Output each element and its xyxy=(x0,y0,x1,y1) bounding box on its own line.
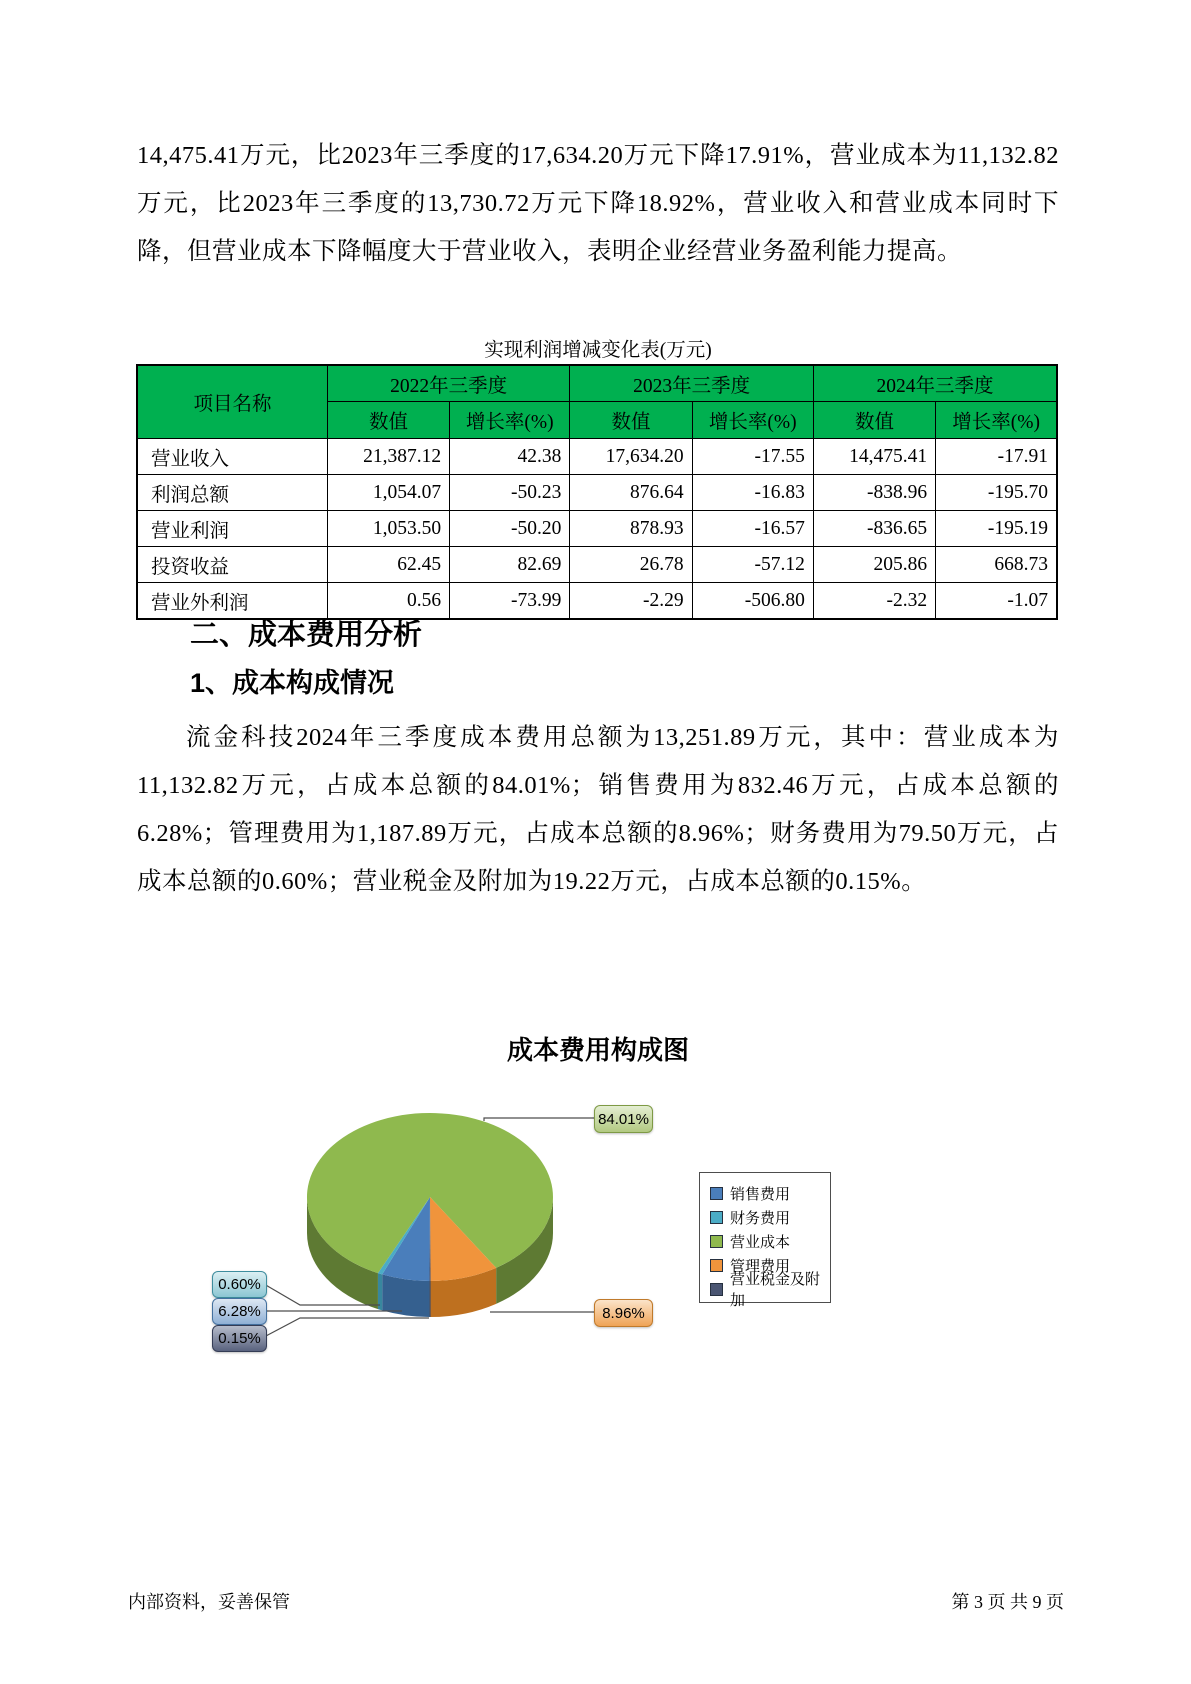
row-cell-value: 62.45 xyxy=(327,547,449,583)
row-item-name: 利润总额 xyxy=(137,475,327,511)
legend-swatch-icon xyxy=(710,1283,723,1296)
table-row xyxy=(137,547,1057,583)
row-cell-value: -2.32 xyxy=(813,583,935,620)
row-cell-value: 17,634.20 xyxy=(570,439,692,475)
footer-page-number: 第 3 页 共 9 页 xyxy=(951,1592,1064,1612)
col-header-2023q3: 2023年三季度 xyxy=(570,365,814,402)
legend-item xyxy=(710,1229,830,1253)
table-row xyxy=(137,439,1057,475)
row-cell-value: 14,475.41 xyxy=(813,439,935,475)
table-row xyxy=(137,511,1057,547)
subheader-growth-2023: 增长率(%) xyxy=(692,402,813,439)
legend-swatch-icon xyxy=(710,1211,723,1224)
intro-paragraph: 14,475.41万元，比2023年三季度的17,634.20万元下降17.91%，营业成本为11,132.82万元，比2023年三季度的13,730.72万元下降18.92%，营业收入和营业成本同时下降，但营业成本下降幅度大于营业收入，表明企业经营业务盈利能力提高。 xyxy=(137,142,1059,265)
section-heading: 二、成本费用分析 xyxy=(190,619,423,651)
col-header-item: 项目名称 xyxy=(137,365,327,439)
row-cell-value: -836.65 xyxy=(813,511,935,547)
row-item-name: 营业收入 xyxy=(137,439,327,475)
subheader-growth-2022: 增长率(%) xyxy=(450,402,570,439)
callout-leader-line xyxy=(264,1318,429,1337)
legend-swatch-icon xyxy=(710,1235,723,1248)
legend-label: 营业税金及附加 xyxy=(730,1271,821,1309)
row-cell-value: -1.07 xyxy=(936,583,1057,620)
pie-label-selling-expense: 6.28% xyxy=(212,1298,267,1325)
row-item-name: 营业外利润 xyxy=(137,583,327,620)
row-cell-value: -16.83 xyxy=(692,475,813,511)
legend-label: 财务费用 xyxy=(730,1209,791,1227)
row-cell-value: 21,387.12 xyxy=(327,439,449,475)
pie-chart-title: 成本费用构成图 xyxy=(506,1035,689,1065)
row-cell-value: 876.64 xyxy=(570,475,692,511)
legend-label: 营业成本 xyxy=(730,1233,791,1251)
legend-label: 管理费用 xyxy=(730,1257,791,1275)
pie-label-operating-cost: 84.01% xyxy=(594,1105,653,1133)
pie-chart-legend xyxy=(699,1172,831,1309)
row-cell-value: 878.93 xyxy=(570,511,692,547)
legend-label: 销售费用 xyxy=(730,1185,791,1203)
row-cell-value: 1,054.07 xyxy=(327,475,449,511)
profit-change-table xyxy=(136,364,1058,620)
pie-label-finance-expense: 0.60% xyxy=(212,1271,267,1298)
col-header-2024q3: 2024年三季度 xyxy=(813,365,1057,402)
legend-item xyxy=(710,1205,830,1229)
row-cell-value: 82.69 xyxy=(450,547,570,583)
subsection-heading: 1、成本构成情况 xyxy=(190,668,395,698)
pie-label-admin-expense: 8.96% xyxy=(594,1299,653,1327)
cost-paragraph: 流金科技2024年三季度成本费用总额为13,251.89万元，其中：营业成本为11,132.82万元，占成本总额的84.01%；销售费用为832.46万元，占成本总额的6.28%；管理费用为1,187.89万元，占成本总额的8.96%；财务费用为79.50万元，占成本总额的0.60%；营业税金及附加为19.22万元，占成本总额的0.15%。 xyxy=(137,724,1059,895)
profit-table-title: 实现利润增减变化表(万元) xyxy=(484,340,712,361)
row-cell-value: -506.80 xyxy=(692,583,813,620)
legend-swatch-icon xyxy=(710,1259,723,1272)
row-cell-value: 205.86 xyxy=(813,547,935,583)
row-cell-value: 668.73 xyxy=(936,547,1057,583)
row-cell-value: -57.12 xyxy=(692,547,813,583)
row-cell-value: -73.99 xyxy=(450,583,570,620)
row-cell-value: -195.19 xyxy=(936,511,1057,547)
row-cell-value: -838.96 xyxy=(813,475,935,511)
subheader-growth-2024: 增长率(%) xyxy=(936,402,1057,439)
legend-swatch-icon xyxy=(710,1187,723,1200)
row-item-name: 营业利润 xyxy=(137,511,327,547)
legend-item xyxy=(710,1181,830,1205)
row-cell-value: -2.29 xyxy=(570,583,692,620)
row-cell-value: -16.57 xyxy=(692,511,813,547)
pie-label-tax-surcharge: 0.15% xyxy=(212,1325,267,1352)
col-header-2022q3: 2022年三季度 xyxy=(327,365,570,402)
callout-leader-line xyxy=(484,1118,594,1121)
legend-item xyxy=(710,1271,830,1309)
row-cell-value: -195.70 xyxy=(936,475,1057,511)
table-row xyxy=(137,475,1057,511)
row-cell-value: 1,053.50 xyxy=(327,511,449,547)
pie-slice-side xyxy=(429,1281,430,1317)
subheader-value-2022: 数值 xyxy=(327,402,449,439)
row-item-name: 投资收益 xyxy=(137,547,327,583)
row-cell-value: -17.91 xyxy=(936,439,1057,475)
profit-table-body xyxy=(137,439,1057,620)
row-cell-value: 42.38 xyxy=(450,439,570,475)
subheader-value-2024: 数值 xyxy=(813,402,935,439)
row-cell-value: -50.20 xyxy=(450,511,570,547)
row-cell-value: -17.55 xyxy=(692,439,813,475)
subheader-value-2023: 数值 xyxy=(570,402,692,439)
row-cell-value: -50.23 xyxy=(450,475,570,511)
row-cell-value: 0.56 xyxy=(327,583,449,620)
footer-confidential-note: 内部资料，妥善保管 xyxy=(128,1592,290,1612)
row-cell-value: 26.78 xyxy=(570,547,692,583)
